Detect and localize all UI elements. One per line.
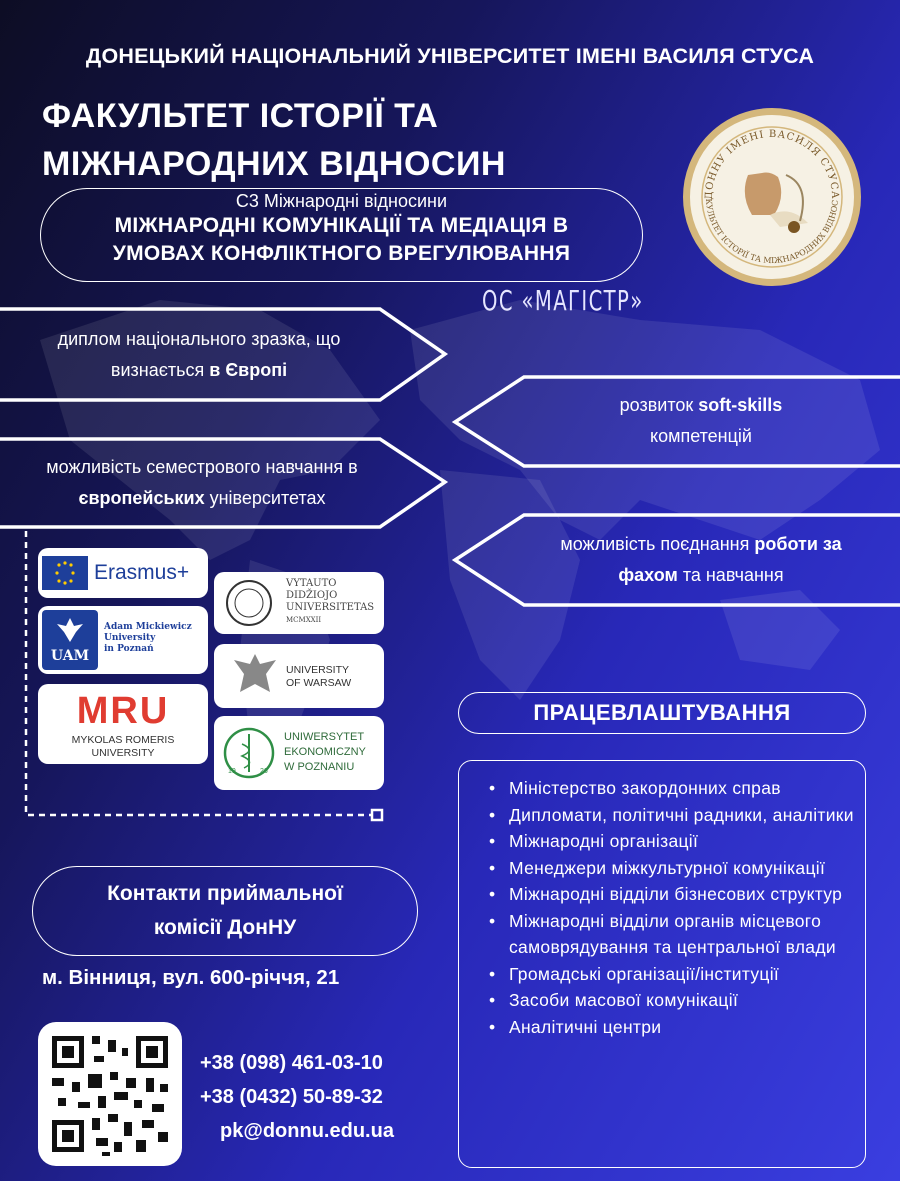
ue-line-1: UNIWERSYTET [284, 731, 365, 743]
employment-item: • Громадські організації/інституції [487, 961, 855, 988]
employment-item: • Аналітичні центри [487, 1014, 855, 1041]
employment-item: • Засоби масової комунікації [487, 987, 855, 1014]
uw-line-2: OF WARSAW [286, 677, 352, 689]
feature-soft-skills-line-2: компетенцій [650, 426, 752, 446]
faculty-line-2: МІЖНАРОДНИХ ВІДНОСИН [42, 145, 506, 183]
employment-item: • Міністерство закордонних справ [487, 775, 855, 802]
feature-diploma-highlight: в Європі [209, 360, 288, 380]
feature-work-line-2: та навчання [677, 565, 784, 585]
erasmus-logo [38, 548, 208, 598]
ue-year-2: 26 [260, 768, 268, 775]
eu-flag-icon [42, 556, 88, 590]
ue-line-2: EKONOMICZNY [284, 746, 366, 758]
employment-list [487, 775, 855, 1040]
mru-line-1: MYKOLAS ROMERIS [71, 734, 175, 746]
program-specialty: С3 Міжнародні відносини [235, 191, 448, 211]
contacts-box [32, 866, 418, 956]
employment-item: • Дипломати, політичні радники, аналітики [487, 802, 855, 829]
feature-diploma-line-1: диплом національного зразка, що [57, 329, 341, 349]
feature-soft-skills-highlight: soft-skills [698, 395, 783, 415]
erasmus-label: Erasmus+ [94, 561, 190, 584]
phone-2[interactable]: +38 (0432) 50-89-32 [200, 1086, 383, 1108]
employment-title: ПРАЦЕВЛАШТУВАННЯ [458, 692, 866, 734]
ue-line-3: W POZNANIU [284, 761, 355, 773]
feature-semester-line-1: можливість семестрового навчання в [46, 457, 358, 477]
feature-diploma [18, 324, 380, 386]
contacts-title-line-1: Контакти приймальної [107, 882, 343, 905]
feature-work-highlight-1: роботи за [754, 534, 842, 554]
feature-diploma-line-2: визнається [110, 360, 210, 380]
email-link[interactable]: pk@donnu.edu.ua [220, 1120, 394, 1142]
qr-code[interactable] [38, 1022, 182, 1166]
university-name: ДОНЕЦЬКИЙ НАЦІОНАЛЬНИЙ УНІВЕРСИТЕТ ІМЕНІ ВАСИЛЯ СТУСА [85, 44, 815, 68]
uw-eagle-icon [232, 652, 278, 700]
connector-end-square [372, 810, 382, 820]
contact-details [200, 1046, 394, 1148]
amu-crest [42, 610, 98, 670]
address: м. Вінниця, вул. 600-річчя, 21 [42, 966, 340, 989]
feature-semester-highlight: європейських [78, 488, 205, 508]
feature-semester-abroad [0, 452, 404, 514]
mru-line-2: UNIVERSITY [91, 747, 155, 759]
feature-work-line-1: можливість поєднання [560, 534, 755, 554]
seal-text-bottom: КУЛЬТЕТ ІСТОРІЇ ТА МІЖНАРОДНИХ ВІДНОС [703, 198, 840, 266]
feature-work-study [522, 529, 880, 591]
vdu-line-2: DIDŽIOJO [286, 590, 338, 601]
seal-text-top: ДОННУ ІМЕНІ ВАСИЛЯ СТУСА [703, 128, 841, 200]
uw-line-1: UNIVERSITY [286, 664, 350, 676]
ue-year-1: 19 [228, 768, 236, 775]
amu-line-1: Adam Mickiewicz [104, 622, 192, 632]
employment-list-box [458, 760, 866, 1168]
vdu-logo [214, 572, 384, 634]
vdu-seal-icon [224, 578, 274, 628]
faculty-line-1: ФАКУЛЬТЕТ ІСТОРІЇ ТА [42, 97, 439, 135]
employment-item: • Міжнародні відділи бізнесових структур [487, 881, 855, 908]
uw-logo [214, 644, 384, 708]
amu-logo [38, 606, 208, 674]
feature-soft-skills [540, 390, 862, 452]
ue-poznan-logo [214, 716, 384, 790]
feature-semester-line-2: університетах [204, 488, 326, 508]
amu-line-3: in Poznań [104, 644, 154, 654]
vdu-line-4: MCMXXII [286, 616, 322, 624]
employment-item: • Міжнародні організації [487, 828, 855, 855]
program-title-line-2: УМОВАХ КОНФЛІКТНОГО ВРЕГУЛЮВАННЯ [112, 242, 571, 265]
qr-code-graphic [38, 1022, 182, 1166]
feature-work-highlight-2: фахом [618, 565, 678, 585]
contacts-title-line-2: комісії ДонНУ [153, 916, 297, 939]
amu-mark: UAM [50, 648, 90, 664]
mru-mark: MRU [76, 690, 170, 732]
amu-line-2: University [104, 633, 156, 643]
employment-item: • Менеджери міжкультурної комунікації [487, 855, 855, 882]
eagle-icon [56, 616, 84, 644]
program-title-line-1: МІЖНАРОДНІ КОМУНІКАЦІЇ ТА МЕДІАЦІЯ В [114, 214, 569, 237]
vdu-line-1: VYTAUTO [286, 578, 337, 589]
mru-logo [38, 684, 208, 764]
vdu-line-3: UNIVERSITETAS [286, 602, 375, 613]
feature-soft-skills-line-1: розвиток [619, 395, 699, 415]
employment-item: • Міжнародні відділи органів місцевого самоврядування та центральної влади [487, 908, 855, 961]
degree-label: ОС «МАГІСТР» [482, 284, 644, 317]
phone-1[interactable]: +38 (098) 461-03-10 [200, 1052, 383, 1074]
